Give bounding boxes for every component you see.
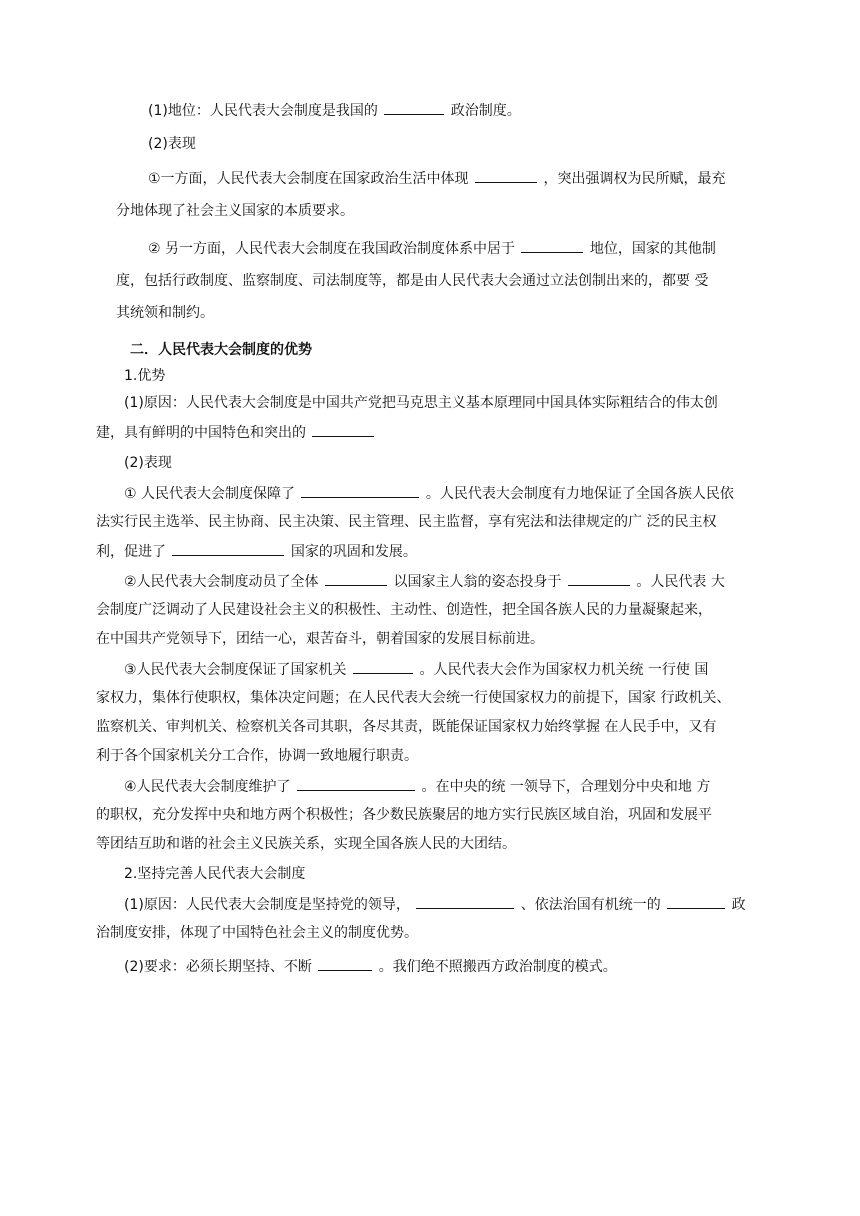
text-line (96, 512, 716, 532)
text-segment: 。人民代表大会制度有力地保证了全国各族人民依 (425, 486, 734, 502)
text-line (96, 717, 716, 737)
text-line (116, 303, 214, 323)
fill-blank (312, 422, 374, 437)
fill-blank (301, 483, 419, 498)
fill-blank (667, 894, 725, 909)
text-line (124, 453, 172, 473)
text-segment: 的职权，充分发挥中央和地方两个积极性；各少数民族聚居的地方实行民族区域自治，巩固和发展平 (96, 807, 712, 823)
text-segment: ④人民代表大会制度维护了 (124, 779, 291, 795)
text-segment: ①一方面，人民代表大会制度在国家政治生活中体现 (148, 171, 469, 187)
text-line (96, 834, 516, 854)
text-segment: 。人民代表 大 (636, 574, 725, 590)
fill-blank (172, 541, 284, 556)
section-heading (130, 340, 312, 360)
text-segment: 政 (731, 897, 746, 913)
text-segment: 利于各个国家机关分工合作，协调一致地履行职责。 (96, 748, 418, 764)
text-segment: 1.优势 (124, 368, 166, 384)
text-segment: (2)表现 (124, 455, 172, 471)
text-line (124, 894, 746, 915)
sub-heading (124, 366, 165, 386)
text-segment: 政治制度。 (450, 103, 521, 119)
text-segment: 国家的巩固和发展。 (290, 544, 417, 560)
text-segment: 会制度广泛调动了人民建设社会主义的积极性、主动性、创造性，把全国各族人民的力量凝聚起来， (96, 602, 712, 618)
text-segment: 、依法治国有机统一的 (520, 897, 661, 913)
text-segment: (1)原因：人民代表大会制度是中国共产党把马克思主义基本原理同中国具体实际粗结合的伟太创 (124, 395, 718, 411)
fill-blank (416, 894, 514, 909)
text-line (124, 776, 710, 797)
fill-blank (521, 238, 583, 253)
text-line (96, 746, 418, 766)
text-segment: 治制度安排，体现了中国特色社会主义的制度优势。 (96, 925, 418, 941)
fill-blank (568, 571, 630, 586)
text-segment: (1)原因：人民代表大会制度是坚持党的领导， (124, 897, 410, 913)
text-line (148, 168, 725, 189)
text-line (124, 393, 718, 413)
text-segment: 家权力，集体行使职权，集体决定问题；在人民代表大会统一行使国家权力的前提下，国家 行政机关、 (96, 690, 731, 706)
text-line (96, 923, 418, 943)
text-segment: 。在中央的统 一领导下，合理划分中央和地 方 (421, 779, 711, 795)
text-line (96, 422, 376, 443)
text-segment: 在中国共产党领导下，团结一心，艰苦奋斗，朝着国家的发展目标前进。 (96, 631, 544, 647)
text-line (96, 688, 730, 708)
text-segment: 其统领和制约。 (116, 305, 214, 321)
text-line (124, 571, 725, 592)
text-line (148, 134, 196, 154)
text-line (148, 100, 521, 121)
text-segment: 以国家主人翁的姿态投身于 (393, 574, 562, 590)
text-segment: 利，促进了 (96, 544, 166, 560)
text-segment: 度，包括行政制度、监察制度、司法制度等，都是由人民代表大会通过立法创制出来的，都要 受 (116, 273, 709, 289)
fill-blank (353, 659, 413, 674)
text-segment: ① 人民代表大会制度保障了 (124, 486, 296, 502)
text-segment: 。我们绝不照搬西方政治制度的模式。 (378, 959, 617, 975)
fill-blank (297, 776, 415, 791)
text-segment: 建，具有鲜明的中国特色和突出的 (96, 425, 306, 441)
text-segment: 分地体现了社会主义国家的本质要求。 (116, 203, 354, 219)
text-line (148, 238, 716, 259)
text-segment: 2.坚持完善人民代表大会制度 (124, 866, 306, 882)
text-segment: 监察机关、审判机关、检察机关各司其职，各尽其责，既能保证国家权力始终掌握 在人民手中，又有 (96, 719, 717, 735)
text-segment: ③人民代表大会制度保证了国家机关 (124, 662, 347, 678)
text-segment: ，突出强调权为民所赋，最充 (543, 171, 726, 187)
text-segment: (2)表现 (148, 136, 196, 152)
text-segment: ② 另一方面，人民代表大会制度在我国政治制度体系中居于 (148, 241, 515, 257)
text-line (96, 629, 544, 649)
text-segment: ②人民代表大会制度动员了全体 (124, 574, 319, 590)
sub-heading (124, 864, 305, 884)
text-segment: 等团结互助和谐的社会主义民族关系，实现全国各族人民的大团结。 (96, 836, 516, 852)
fill-blank (475, 168, 537, 183)
text-line (96, 600, 712, 620)
text-segment: 法实行民主选举、民主协商、民主决策、民主管理、民主监督，享有宪法和法律规定的广 泛的民主权 (96, 514, 717, 530)
text-line (124, 956, 617, 977)
fill-blank (325, 571, 387, 586)
text-segment: 地位，国家的其他制 (589, 241, 716, 257)
fill-blank (384, 100, 444, 115)
text-line (116, 201, 354, 221)
text-segment: (1)地位：人民代表大会制度是我国的 (148, 103, 378, 119)
text-segment: 。人民代表大会作为国家权力机关统 一行使 国 (419, 662, 709, 678)
text-line (96, 541, 417, 562)
fill-blank (318, 956, 372, 971)
text-line (124, 659, 708, 680)
text-line (124, 483, 734, 504)
text-line (116, 271, 708, 291)
text-segment: (2)要求：必须长期坚持、不断 (124, 959, 312, 975)
heading-text: 二．人民代表大会制度的优势 (130, 342, 312, 358)
text-line (96, 805, 712, 825)
